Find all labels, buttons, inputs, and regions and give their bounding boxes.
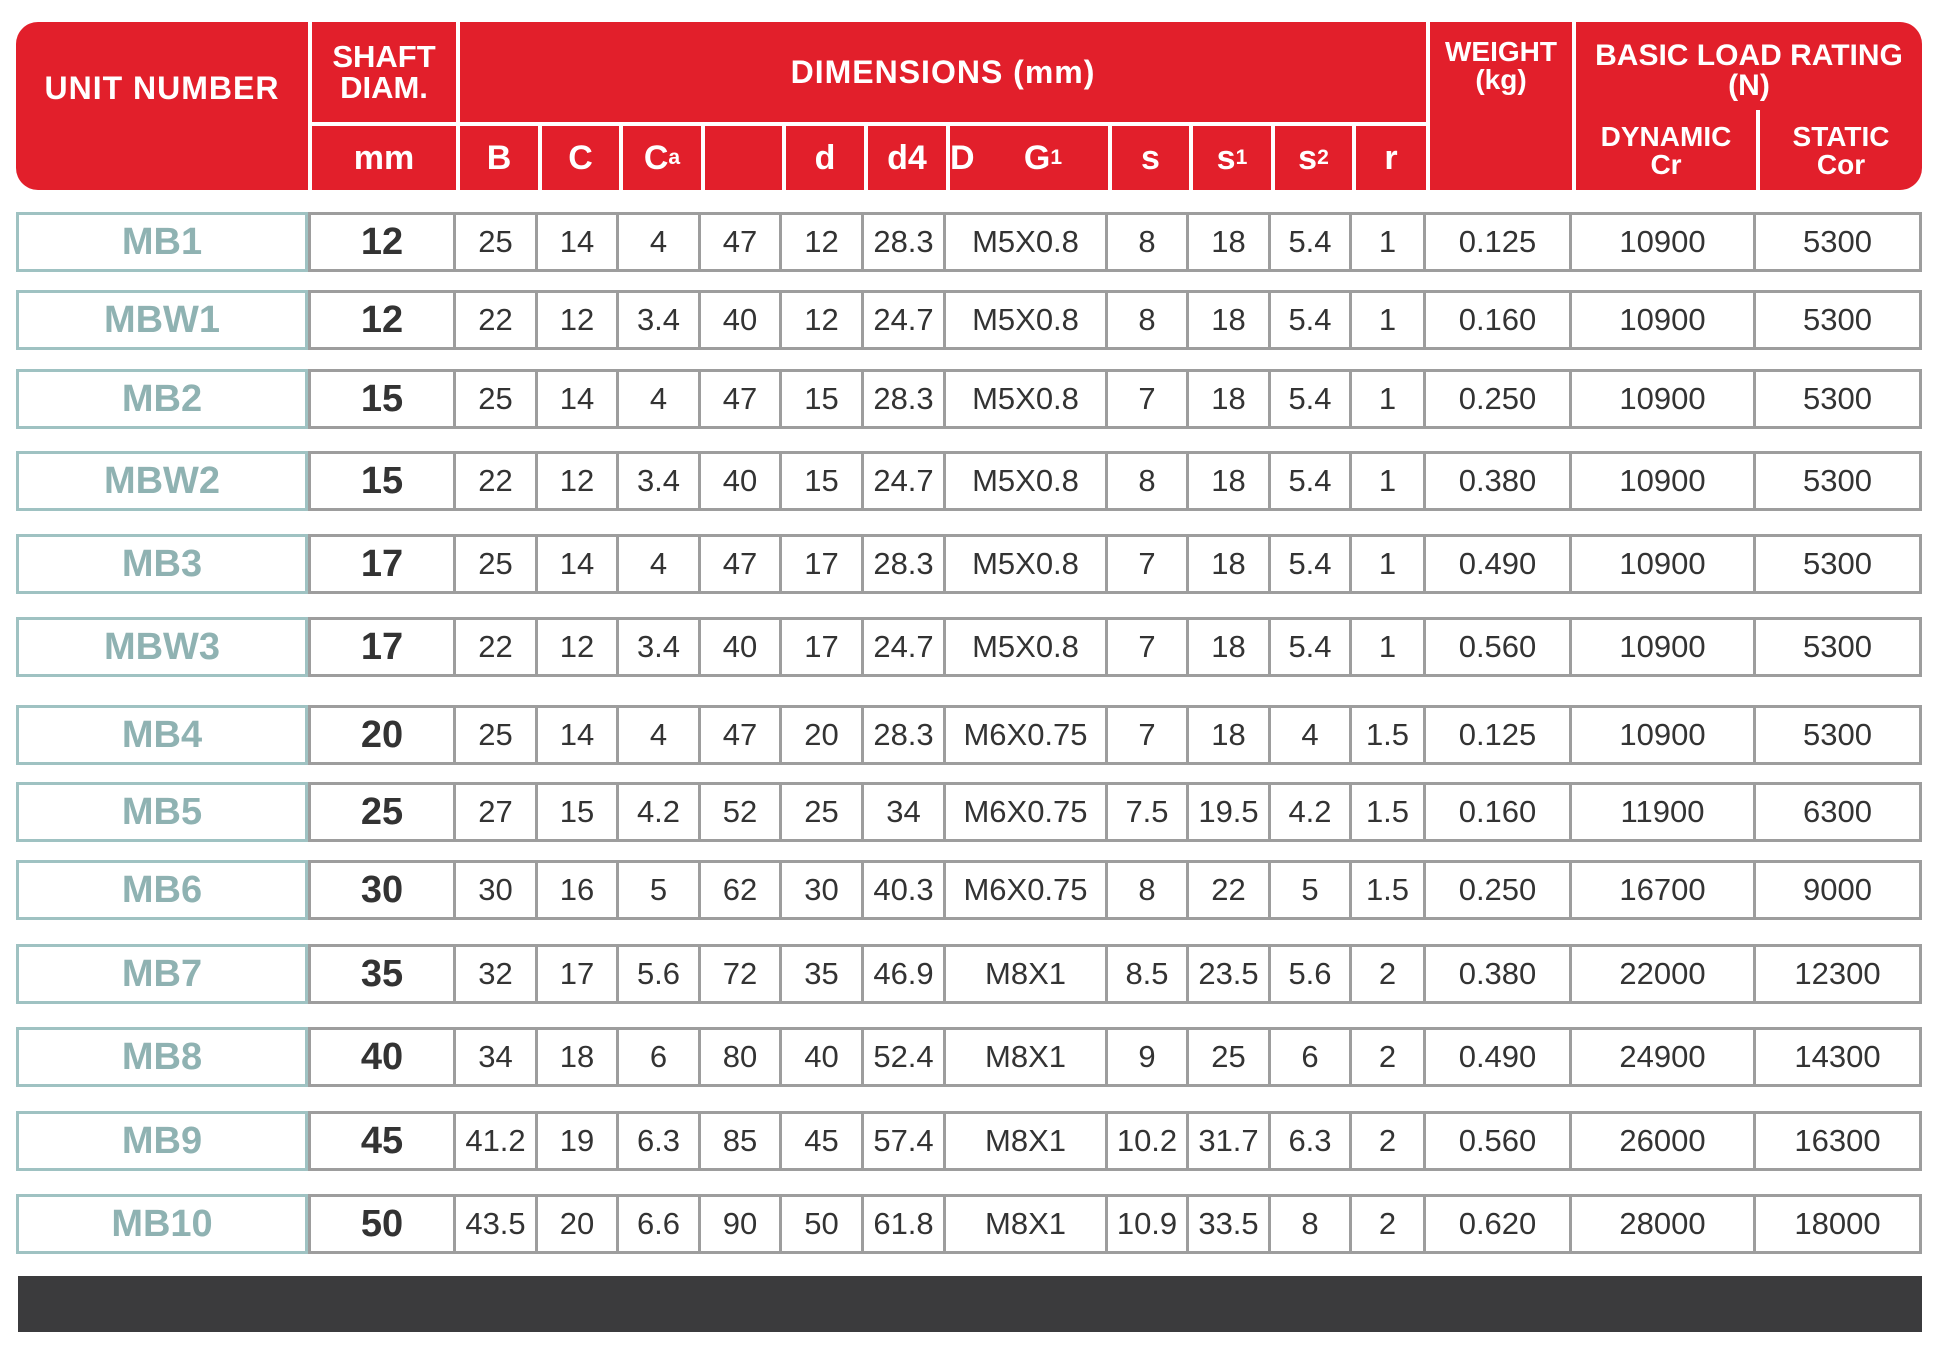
cell-d4: 61.8 — [861, 1194, 946, 1254]
cell-shaft: 20 — [308, 705, 456, 765]
header-col-r: r — [1384, 139, 1398, 177]
table-row — [16, 1111, 1922, 1171]
cell-static: 5300 — [1753, 705, 1922, 765]
cell-g1: M5X0.8 — [943, 369, 1108, 429]
cell-s2: 8 — [1268, 1194, 1352, 1254]
cell-d: 40 — [779, 1027, 864, 1087]
cell-d: 45 — [779, 1111, 864, 1171]
cell-s1: 18 — [1186, 369, 1271, 429]
cell-d: 47 — [698, 534, 782, 594]
cell-shaft: 15 — [308, 451, 456, 511]
cell-s: 9 — [1105, 1027, 1189, 1087]
cell-b: 30 — [453, 860, 538, 920]
header-col-D-blank — [705, 126, 782, 190]
cell-s: 7 — [1105, 534, 1189, 594]
cell-static: 9000 — [1753, 860, 1922, 920]
cell-d4: 28.3 — [861, 212, 946, 272]
cell-s2: 5.4 — [1268, 369, 1352, 429]
cell-d4: 28.3 — [861, 705, 946, 765]
table-row — [16, 534, 1922, 594]
cell-static: 5300 — [1753, 617, 1922, 677]
table-row — [16, 369, 1922, 429]
cell-dynamic: 10900 — [1569, 369, 1756, 429]
cell-s2: 6.3 — [1268, 1111, 1352, 1171]
cell-weight: 0.490 — [1423, 1027, 1572, 1087]
table-row — [16, 451, 1922, 511]
cell-dynamic: 11900 — [1569, 782, 1756, 842]
cell-d4: 57.4 — [861, 1111, 946, 1171]
cell-s2: 5.4 — [1268, 617, 1352, 677]
cell-s2: 4 — [1268, 705, 1352, 765]
cell-s: 7 — [1105, 617, 1189, 677]
cell-weight: 0.490 — [1423, 534, 1572, 594]
cell-d4: 28.3 — [861, 369, 946, 429]
table-row — [16, 782, 1922, 842]
cell-weight: 0.160 — [1423, 290, 1572, 350]
cell-s: 8 — [1105, 860, 1189, 920]
cell-s: 7.5 — [1105, 782, 1189, 842]
cell-c: 12 — [535, 617, 619, 677]
cell-ca: 4 — [616, 705, 701, 765]
cell-unit: MBW2 — [16, 451, 308, 511]
cell-s: 8 — [1105, 451, 1189, 511]
cell-b: 34 — [453, 1027, 538, 1087]
cell-static: 6300 — [1753, 782, 1922, 842]
cell-dynamic: 10900 — [1569, 212, 1756, 272]
cell-c: 14 — [535, 212, 619, 272]
cell-s2: 6 — [1268, 1027, 1352, 1087]
cell-shaft: 40 — [308, 1027, 456, 1087]
cell-shaft: 17 — [308, 617, 456, 677]
cell-weight: 0.560 — [1423, 617, 1572, 677]
cell-d: 80 — [698, 1027, 782, 1087]
cell-b: 25 — [453, 705, 538, 765]
cell-d: 20 — [779, 705, 864, 765]
cell-g1: M8X1 — [943, 1027, 1108, 1087]
cell-unit: MBW1 — [16, 290, 308, 350]
cell-s1: 18 — [1186, 705, 1271, 765]
cell-r: 1 — [1349, 369, 1426, 429]
cell-shaft: 17 — [308, 534, 456, 594]
cell-weight: 0.560 — [1423, 1111, 1572, 1171]
cell-d: 17 — [779, 617, 864, 677]
cell-b: 22 — [453, 290, 538, 350]
cell-weight: 0.620 — [1423, 1194, 1572, 1254]
cell-s2: 5.4 — [1268, 212, 1352, 272]
cell-unit: MB10 — [16, 1194, 308, 1254]
table-row — [16, 1194, 1922, 1254]
cell-g1: M5X0.8 — [943, 617, 1108, 677]
cell-s: 8 — [1105, 212, 1189, 272]
cell-unit: MB2 — [16, 369, 308, 429]
header-dynamic: DYNAMIC Cr — [1600, 121, 1732, 180]
cell-d4: 24.7 — [861, 451, 946, 511]
cell-b: 25 — [453, 534, 538, 594]
cell-c: 12 — [535, 290, 619, 350]
table-row — [16, 617, 1922, 677]
cell-d4: 46.9 — [861, 944, 946, 1004]
cell-b: 27 — [453, 782, 538, 842]
cell-shaft: 30 — [308, 860, 456, 920]
cell-dynamic: 10900 — [1569, 534, 1756, 594]
cell-r: 2 — [1349, 1027, 1426, 1087]
cell-g1: M5X0.8 — [943, 290, 1108, 350]
cell-s1: 19.5 — [1186, 782, 1271, 842]
cell-d: 40 — [698, 617, 782, 677]
cell-dynamic: 24900 — [1569, 1027, 1756, 1087]
cell-ca: 6 — [616, 1027, 701, 1087]
table-header — [16, 22, 1922, 190]
cell-c: 15 — [535, 782, 619, 842]
cell-dynamic: 10900 — [1569, 451, 1756, 511]
header-shaft-diam: SHAFT DIAM. — [332, 39, 436, 105]
footer-bar — [18, 1276, 1922, 1332]
cell-s1: 23.5 — [1186, 944, 1271, 1004]
cell-r: 2 — [1349, 1111, 1426, 1171]
cell-r: 1.5 — [1349, 705, 1426, 765]
table-row — [16, 1027, 1922, 1087]
cell-g1: M8X1 — [943, 944, 1108, 1004]
cell-ca: 5.6 — [616, 944, 701, 1004]
header-col-s: s — [1141, 139, 1160, 177]
cell-static: 5300 — [1753, 451, 1922, 511]
cell-dynamic: 28000 — [1569, 1194, 1756, 1254]
cell-ca: 4 — [616, 534, 701, 594]
cell-ca: 5 — [616, 860, 701, 920]
cell-static: 5300 — [1753, 212, 1922, 272]
cell-d4: 28.3 — [861, 534, 946, 594]
cell-r: 1 — [1349, 451, 1426, 511]
cell-ca: 6.6 — [616, 1194, 701, 1254]
cell-d: 72 — [698, 944, 782, 1004]
cell-s: 8 — [1105, 290, 1189, 350]
header-col-G1: G 1 — [1023, 139, 1063, 177]
cell-dynamic: 16700 — [1569, 860, 1756, 920]
cell-d: 12 — [779, 290, 864, 350]
cell-s1: 33.5 — [1186, 1194, 1271, 1254]
cell-c: 14 — [535, 534, 619, 594]
cell-g1: M6X0.75 — [943, 860, 1108, 920]
header-col-s1: s 1 — [1216, 139, 1248, 177]
header-dimensions: DIMENSIONS (mm) — [790, 54, 1096, 90]
cell-s2: 4.2 — [1268, 782, 1352, 842]
cell-s1: 25 — [1186, 1027, 1271, 1087]
cell-d4: 34 — [861, 782, 946, 842]
cell-s1: 31.7 — [1186, 1111, 1271, 1171]
cell-s2: 5.4 — [1268, 451, 1352, 511]
cell-unit: MBW3 — [16, 617, 308, 677]
cell-d: 52 — [698, 782, 782, 842]
cell-c: 14 — [535, 705, 619, 765]
cell-d4: 24.7 — [861, 617, 946, 677]
cell-static: 14300 — [1753, 1027, 1922, 1087]
cell-ca: 3.4 — [616, 290, 701, 350]
cell-c: 20 — [535, 1194, 619, 1254]
cell-weight: 0.250 — [1423, 369, 1572, 429]
cell-shaft: 45 — [308, 1111, 456, 1171]
cell-d4: 24.7 — [861, 290, 946, 350]
header-col-C: C — [568, 139, 593, 177]
cell-unit: MB8 — [16, 1027, 308, 1087]
table-row — [16, 860, 1922, 920]
cell-g1: M8X1 — [943, 1194, 1108, 1254]
cell-r: 1 — [1349, 534, 1426, 594]
cell-s: 7 — [1105, 705, 1189, 765]
cell-shaft: 50 — [308, 1194, 456, 1254]
cell-shaft: 15 — [308, 369, 456, 429]
cell-unit: MB3 — [16, 534, 308, 594]
cell-b: 25 — [453, 369, 538, 429]
cell-b: 22 — [453, 451, 538, 511]
cell-s: 10.9 — [1105, 1194, 1189, 1254]
cell-b: 22 — [453, 617, 538, 677]
cell-s2: 5.4 — [1268, 534, 1352, 594]
header-basic-load-rating: BASIC LOAD RATING (N) — [1595, 39, 1903, 102]
header-shaft-unit: mm — [353, 139, 415, 177]
cell-d: 30 — [779, 860, 864, 920]
cell-ca: 4.2 — [616, 782, 701, 842]
cell-r: 1 — [1349, 290, 1426, 350]
cell-d4: 40.3 — [861, 860, 946, 920]
cell-s1: 18 — [1186, 290, 1271, 350]
cell-d4: 52.4 — [861, 1027, 946, 1087]
cell-unit: MB5 — [16, 782, 308, 842]
cell-s1: 22 — [1186, 860, 1271, 920]
header-col-D: D — [950, 139, 975, 177]
cell-shaft: 12 — [308, 290, 456, 350]
header-unit-number: UNIT NUMBER — [44, 70, 280, 106]
cell-s1: 18 — [1186, 212, 1271, 272]
cell-r: 1 — [1349, 617, 1426, 677]
cell-static: 18000 — [1753, 1194, 1922, 1254]
cell-weight: 0.125 — [1423, 705, 1572, 765]
cell-s1: 18 — [1186, 534, 1271, 594]
cell-d: 85 — [698, 1111, 782, 1171]
cell-static: 16300 — [1753, 1111, 1922, 1171]
cell-static: 5300 — [1753, 534, 1922, 594]
cell-d: 40 — [698, 290, 782, 350]
cell-d: 15 — [779, 451, 864, 511]
cell-weight: 0.380 — [1423, 944, 1572, 1004]
cell-s2: 5.6 — [1268, 944, 1352, 1004]
cell-d: 12 — [779, 212, 864, 272]
cell-static: 12300 — [1753, 944, 1922, 1004]
cell-dynamic: 26000 — [1569, 1111, 1756, 1171]
cell-unit: MB9 — [16, 1111, 308, 1171]
cell-unit: MB6 — [16, 860, 308, 920]
cell-static: 5300 — [1753, 369, 1922, 429]
cell-s1: 18 — [1186, 617, 1271, 677]
header-col-s2: s 2 — [1298, 139, 1329, 177]
cell-c: 16 — [535, 860, 619, 920]
cell-d: 40 — [698, 451, 782, 511]
cell-g1: M5X0.8 — [943, 534, 1108, 594]
cell-b: 32 — [453, 944, 538, 1004]
cell-c: 12 — [535, 451, 619, 511]
table-row — [16, 705, 1922, 765]
header-col-d4: d4 — [887, 139, 927, 177]
cell-unit: MB4 — [16, 705, 308, 765]
cell-weight: 0.380 — [1423, 451, 1572, 511]
cell-static: 5300 — [1753, 290, 1922, 350]
cell-g1: M5X0.8 — [943, 451, 1108, 511]
cell-d: 47 — [698, 212, 782, 272]
cell-d: 90 — [698, 1194, 782, 1254]
cell-g1: M6X0.75 — [943, 782, 1108, 842]
cell-c: 19 — [535, 1111, 619, 1171]
cell-r: 2 — [1349, 1194, 1426, 1254]
cell-d: 62 — [698, 860, 782, 920]
cell-unit: MB1 — [16, 212, 308, 272]
cell-s2: 5.4 — [1268, 290, 1352, 350]
cell-s: 7 — [1105, 369, 1189, 429]
cell-r: 1.5 — [1349, 860, 1426, 920]
cell-b: 41.2 — [453, 1111, 538, 1171]
cell-dynamic: 10900 — [1569, 290, 1756, 350]
cell-s: 8.5 — [1105, 944, 1189, 1004]
cell-dynamic: 10900 — [1569, 617, 1756, 677]
cell-g1: M6X0.75 — [943, 705, 1108, 765]
cell-ca: 3.4 — [616, 451, 701, 511]
cell-b: 43.5 — [453, 1194, 538, 1254]
cell-ca: 4 — [616, 212, 701, 272]
header-col-Ca: C a — [643, 139, 681, 177]
cell-d: 47 — [698, 369, 782, 429]
header-col-d: d — [814, 139, 836, 177]
cell-c: 17 — [535, 944, 619, 1004]
header-static: STATIC Cor — [1792, 121, 1890, 180]
cell-c: 18 — [535, 1027, 619, 1087]
header-col-B: B — [486, 139, 512, 177]
cell-s: 10.2 — [1105, 1111, 1189, 1171]
cell-shaft: 35 — [308, 944, 456, 1004]
cell-g1: M5X0.8 — [943, 212, 1108, 272]
cell-dynamic: 10900 — [1569, 705, 1756, 765]
cell-c: 14 — [535, 369, 619, 429]
cell-g1: M8X1 — [943, 1111, 1108, 1171]
cell-r: 1.5 — [1349, 782, 1426, 842]
cell-d: 35 — [779, 944, 864, 1004]
cell-d: 47 — [698, 705, 782, 765]
header-weight: WEIGHT (kg) — [1445, 36, 1557, 95]
cell-dynamic: 22000 — [1569, 944, 1756, 1004]
cell-d: 17 — [779, 534, 864, 594]
cell-d: 25 — [779, 782, 864, 842]
table-row — [16, 290, 1922, 350]
cell-r: 2 — [1349, 944, 1426, 1004]
cell-shaft: 12 — [308, 212, 456, 272]
cell-s2: 5 — [1268, 860, 1352, 920]
cell-d: 15 — [779, 369, 864, 429]
table-row — [16, 944, 1922, 1004]
cell-ca: 3.4 — [616, 617, 701, 677]
cell-ca: 4 — [616, 369, 701, 429]
cell-b: 25 — [453, 212, 538, 272]
table-row — [16, 212, 1922, 272]
cell-ca: 6.3 — [616, 1111, 701, 1171]
cell-d: 50 — [779, 1194, 864, 1254]
cell-shaft: 25 — [308, 782, 456, 842]
cell-r: 1 — [1349, 212, 1426, 272]
cell-weight: 0.160 — [1423, 782, 1572, 842]
cell-weight: 0.125 — [1423, 212, 1572, 272]
cell-s1: 18 — [1186, 451, 1271, 511]
cell-unit: MB7 — [16, 944, 308, 1004]
cell-weight: 0.250 — [1423, 860, 1572, 920]
